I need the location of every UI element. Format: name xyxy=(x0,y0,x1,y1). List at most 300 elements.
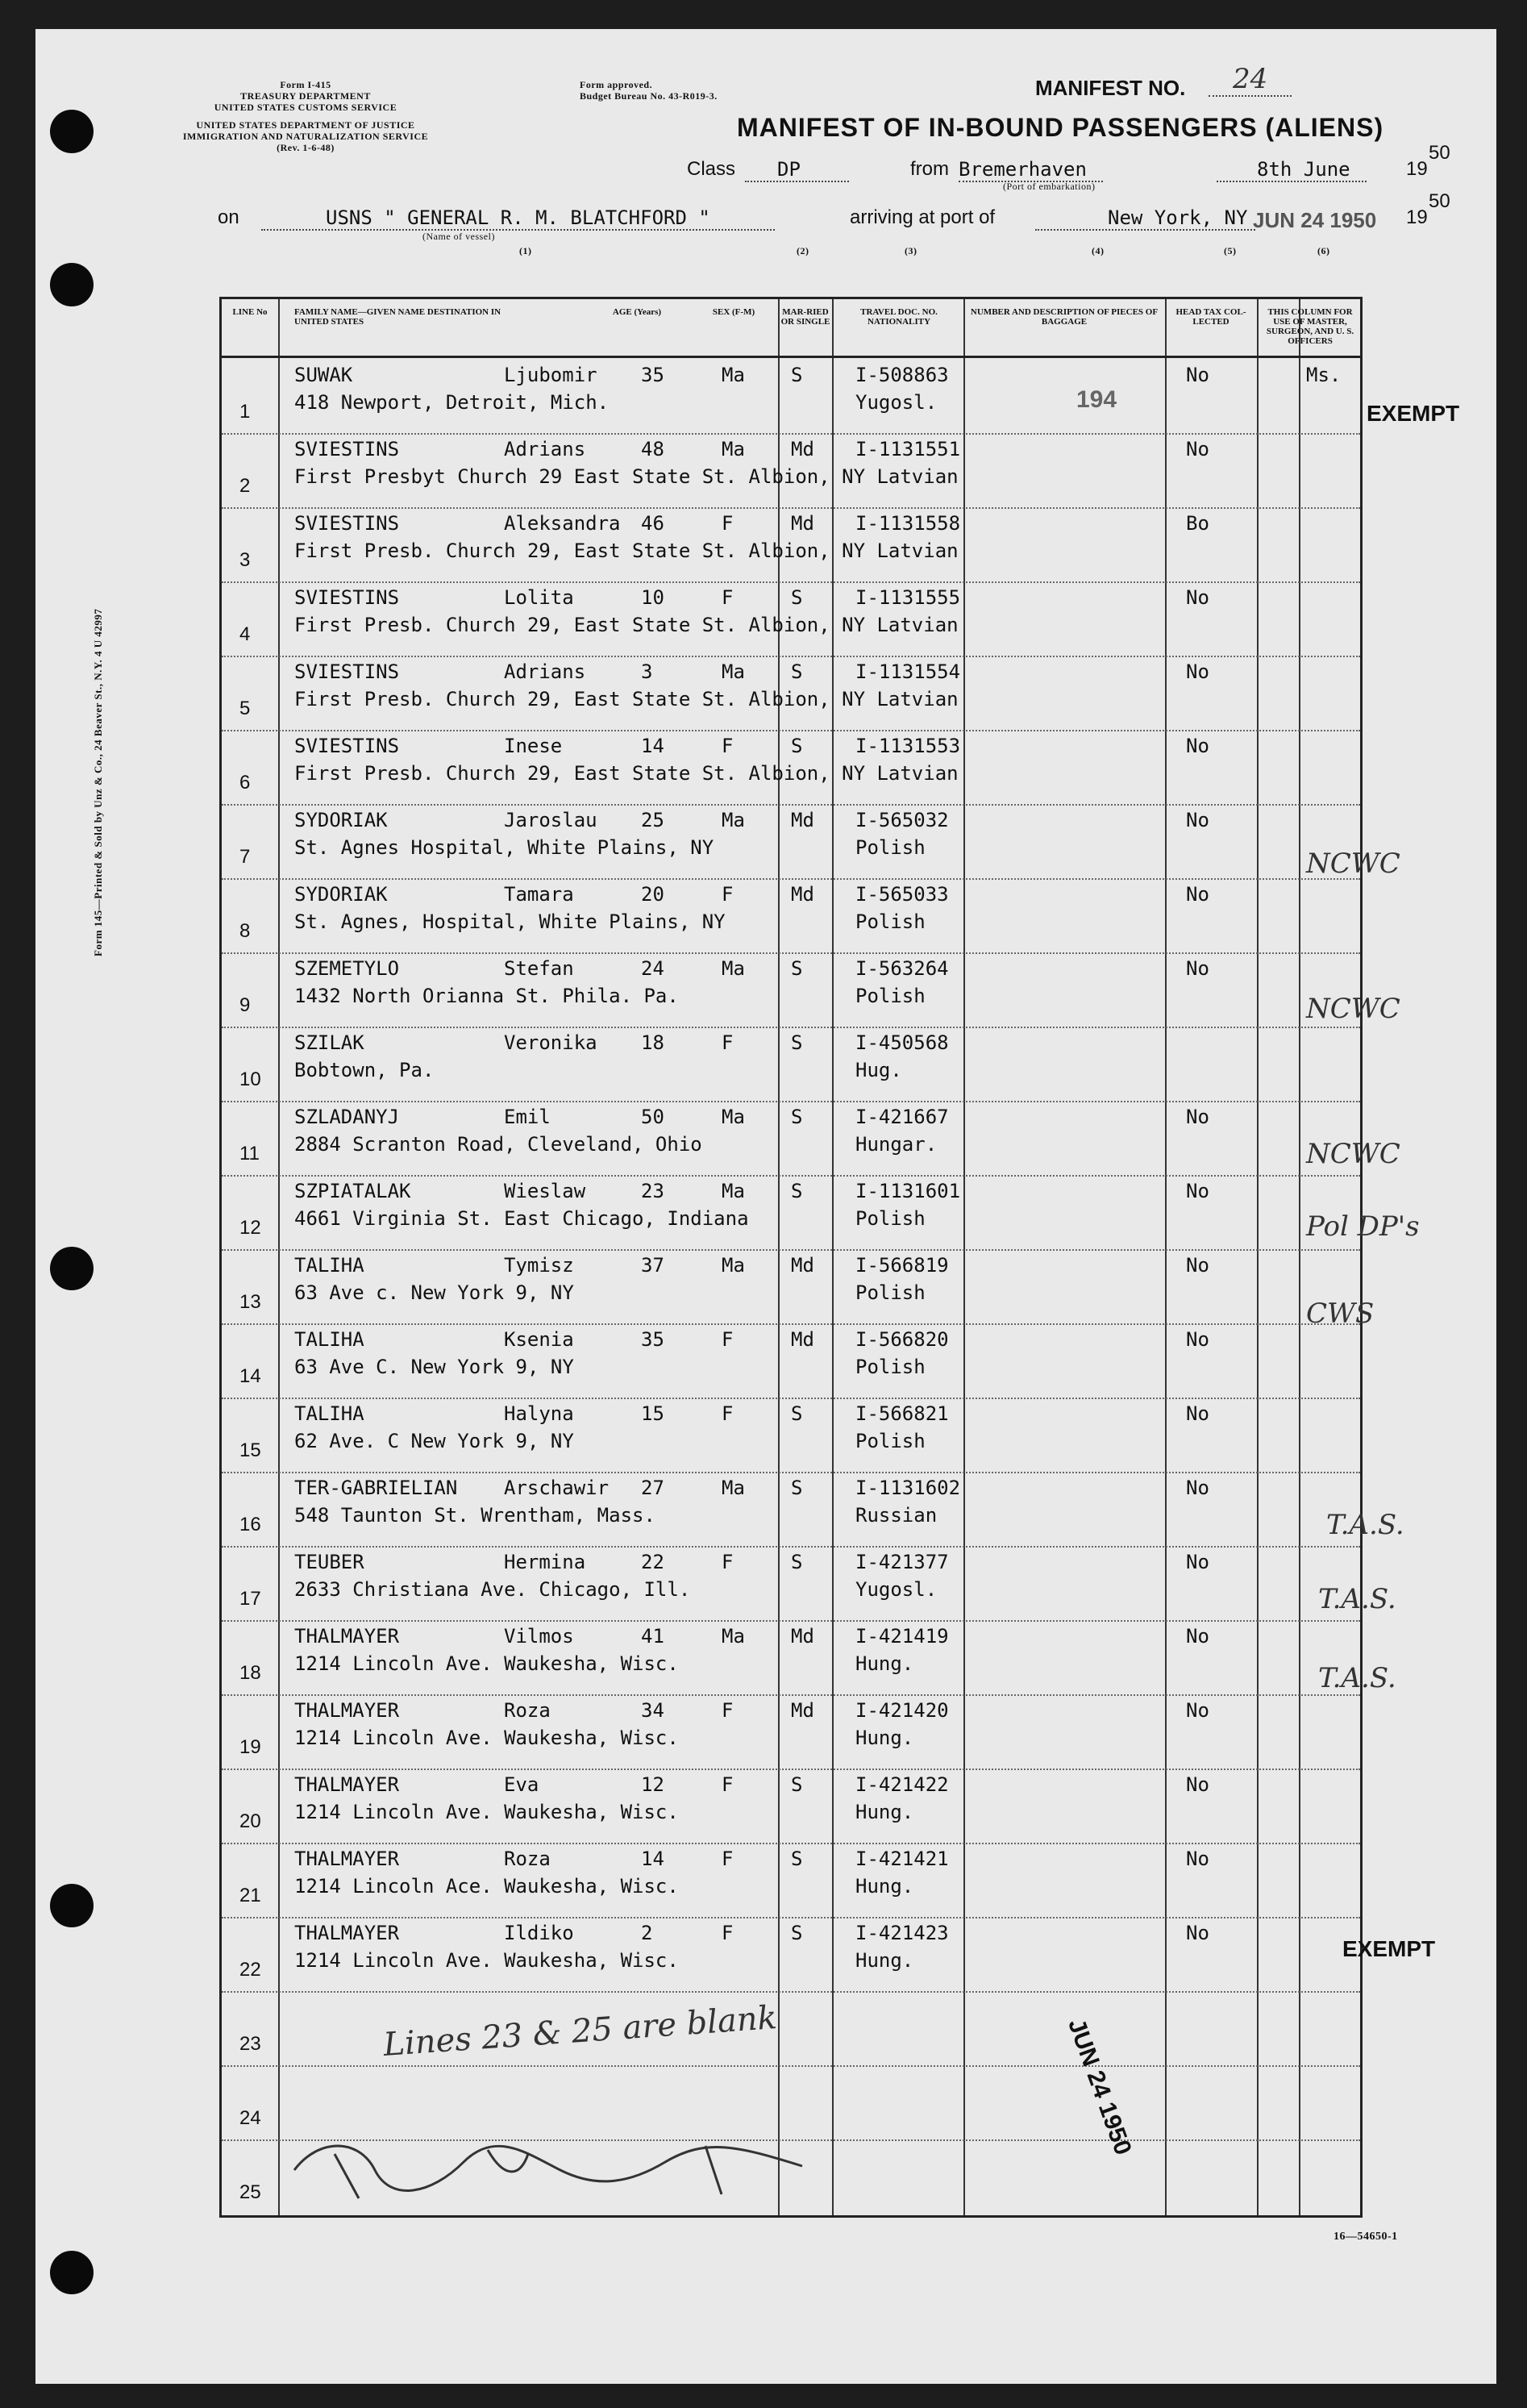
manifest-sheet xyxy=(35,29,1496,2384)
travel-doc-number: I-566819 xyxy=(855,1254,949,1277)
head-tax: No xyxy=(1186,1848,1209,1870)
sex: F xyxy=(722,586,734,609)
col-header-head-tax: HEAD TAX COL-LECTED xyxy=(1175,307,1246,327)
nationality: Polish xyxy=(855,1356,926,1378)
sex: Ma xyxy=(722,1625,745,1648)
head-tax: No xyxy=(1186,364,1209,386)
row-number: 10 xyxy=(239,1069,261,1090)
destination: 63 Ave c. New York 9, NY xyxy=(294,1281,574,1304)
sex: F xyxy=(722,1848,734,1870)
head-tax: No xyxy=(1186,809,1209,831)
nationality: Yugosl. xyxy=(855,1578,938,1601)
manifest-title: MANIFEST OF IN-BOUND PASSENGERS (ALIENS) xyxy=(737,113,1384,142)
given-name: Emil xyxy=(504,1106,551,1128)
table-row xyxy=(222,1769,1360,1843)
col-header-baggage: NUMBER AND DESCRIPTION OF PIECES OF BAGGAGE xyxy=(970,307,1159,327)
col-header-travel-doc: TRAVEL DOC. NO. NATIONALITY xyxy=(860,307,938,327)
given-name: Ljubomir xyxy=(504,364,597,386)
nationality: Hungar. xyxy=(855,1133,938,1156)
destination: 4661 Virginia St. East Chicago, Indiana xyxy=(294,1207,749,1230)
head-tax: No xyxy=(1186,1922,1209,1944)
sex: F xyxy=(722,1402,734,1425)
age: 41 xyxy=(641,1625,664,1648)
year2-suffix: 50 xyxy=(1429,190,1450,212)
age: 2 xyxy=(641,1922,653,1944)
row-number: 20 xyxy=(239,1810,261,1832)
table-row xyxy=(222,1323,1360,1398)
family-name: THALMAYER xyxy=(294,1699,400,1722)
marital-status: S xyxy=(791,1922,803,1944)
marital-status: Md xyxy=(791,1254,814,1277)
marital-status: S xyxy=(791,957,803,980)
family-name: SYDORIAK xyxy=(294,809,388,831)
row-number: 9 xyxy=(239,994,251,1016)
port-arrival: New York, NY xyxy=(1035,206,1255,229)
travel-doc-number: I-421419 xyxy=(855,1625,949,1648)
punch-hole xyxy=(50,1247,94,1290)
given-name: Tamara xyxy=(504,883,574,906)
destination: First Presbyt Church 29 East State St. Albion, NY Latvian xyxy=(294,465,959,488)
table-row xyxy=(222,433,1360,507)
destination: 62 Ave. C New York 9, NY xyxy=(294,1430,574,1452)
age: 14 xyxy=(641,1848,664,1870)
table-row xyxy=(222,1472,1360,1546)
nationality: Russian xyxy=(855,1504,938,1527)
marital-status: Md xyxy=(791,883,814,906)
head-tax: No xyxy=(1186,1699,1209,1722)
head-tax: No xyxy=(1186,660,1209,683)
sex: F xyxy=(722,512,734,535)
family-name: SUWAK xyxy=(294,364,353,386)
row-number: 21 xyxy=(239,1885,261,1906)
nationality: Hung. xyxy=(855,1875,914,1898)
given-name: Ildiko xyxy=(504,1922,574,1944)
arriving-label: arriving at port of xyxy=(850,206,996,228)
marital-status: S xyxy=(791,1402,803,1425)
row-number: 14 xyxy=(239,1365,261,1387)
marital-status: Md xyxy=(791,1699,814,1722)
family-name: SVIESTINS xyxy=(294,586,400,609)
row-number: 25 xyxy=(239,2181,261,2203)
blank-lines-note: Lines 23 & 25 are blank xyxy=(381,1998,779,2064)
budget-block xyxy=(580,79,718,102)
travel-doc-number: I-566820 xyxy=(855,1328,949,1351)
col-number-6: (6) xyxy=(1317,245,1330,256)
family-name: SYDORIAK xyxy=(294,883,388,906)
age: 27 xyxy=(641,1477,664,1499)
head-tax: Bo xyxy=(1186,512,1209,535)
col-number-2: (2) xyxy=(797,245,809,256)
row-number: 13 xyxy=(239,1291,261,1313)
age: 14 xyxy=(641,735,664,757)
given-name: Adrians xyxy=(504,438,586,460)
manifest-label: MANIFEST NO. xyxy=(1035,76,1186,100)
table-row xyxy=(222,1249,1360,1323)
table-row xyxy=(222,1101,1360,1175)
travel-doc-number: I-1131602 xyxy=(855,1477,961,1499)
nationality: Polish xyxy=(855,910,926,933)
exempt-stamp-bottom: EXEMPT xyxy=(1342,1936,1436,1961)
family-name: TALIHA xyxy=(294,1328,364,1351)
marital-status: S xyxy=(791,1773,803,1796)
given-name: Wieslaw xyxy=(504,1180,586,1202)
from-label: from xyxy=(910,158,949,180)
given-name: Hermina xyxy=(504,1551,586,1573)
age: 22 xyxy=(641,1551,664,1573)
port-embarkation: Bremerhaven xyxy=(959,158,1103,181)
nationality: Hung. xyxy=(855,1652,914,1675)
given-name: Vilmos xyxy=(504,1625,574,1648)
destination: 2633 Christiana Ave. Chicago, Ill. xyxy=(294,1578,691,1601)
marital-status: Md xyxy=(791,809,814,831)
table-row xyxy=(222,656,1360,730)
travel-doc-number: I-421377 xyxy=(855,1551,949,1573)
cws-note: CWS xyxy=(1306,1298,1375,1330)
head-tax: No xyxy=(1186,1402,1209,1425)
date-stamp: JUN 24 1950 xyxy=(1063,2015,1137,2159)
sex: Ma xyxy=(722,1477,745,1499)
family-name: SVIESTINS xyxy=(294,512,400,535)
family-name: TEUBER xyxy=(294,1551,364,1573)
head-tax: No xyxy=(1186,1328,1209,1351)
col-header-officers: THIS COLUMN FOR USE OF MASTER, SURGEON, AND U. S. OFFICERS xyxy=(1266,307,1354,346)
row-number: 24 xyxy=(239,2107,261,2129)
table-row xyxy=(222,1694,1360,1769)
punch-hole xyxy=(50,2251,94,2294)
family-name: SVIESTINS xyxy=(294,660,400,683)
marital-status: S xyxy=(791,1477,803,1499)
family-name: SVIESTINS xyxy=(294,438,400,460)
col-number-5: (5) xyxy=(1224,245,1237,256)
signature xyxy=(286,2122,867,2210)
table-row xyxy=(222,952,1360,1027)
destination: First Presb. Church 29, East State St. Albion, NY Latvian xyxy=(294,762,959,785)
given-name: Eva xyxy=(504,1773,539,1796)
row-number: 8 xyxy=(239,920,251,942)
head-tax: No xyxy=(1186,1106,1209,1128)
row-number: 15 xyxy=(239,1439,261,1461)
head-tax: No xyxy=(1186,438,1209,460)
arrival-date-stamp: JUN 24 1950 xyxy=(1253,208,1377,232)
ins-service: IMMIGRATION AND NATURALIZATION SERVICE xyxy=(182,131,429,142)
age: 34 xyxy=(641,1699,664,1722)
family-name: THALMAYER xyxy=(294,1773,400,1796)
nationality: Hung. xyxy=(855,1727,914,1749)
sex: Ma xyxy=(722,957,745,980)
col-number-3: (3) xyxy=(905,245,917,256)
destination: 1432 North Orianna St. Phila. Pa. xyxy=(294,985,679,1007)
travel-doc-number: I-421422 xyxy=(855,1773,949,1796)
travel-doc-number: I-421421 xyxy=(855,1848,949,1870)
row-number: 1 xyxy=(239,401,251,423)
table-row xyxy=(222,878,1360,952)
age: 18 xyxy=(641,1031,664,1054)
age: 35 xyxy=(641,364,664,386)
col-header-married: MAR-RIED OR SINGLE xyxy=(780,307,830,327)
destination: First Presb. Church 29, East State St. Albion, NY Latvian xyxy=(294,614,959,636)
baggage-count-stamp: 194 xyxy=(1076,386,1117,413)
destination: 548 Taunton St. Wrentham, Mass. xyxy=(294,1504,655,1527)
on-label: on xyxy=(218,206,239,228)
nationality: Polish xyxy=(855,1207,926,1230)
table-row xyxy=(222,1843,1360,1917)
age: 12 xyxy=(641,1773,664,1796)
family-name: TER-GABRIELIAN xyxy=(294,1477,458,1499)
destination: Bobtown, Pa. xyxy=(294,1059,435,1081)
age: 25 xyxy=(641,809,664,831)
given-name: Roza xyxy=(504,1699,551,1722)
sex: F xyxy=(722,1031,734,1054)
travel-doc-number: I-1131553 xyxy=(855,735,961,757)
table-row xyxy=(222,1175,1360,1249)
ncwc-note-1: NCWC xyxy=(1306,848,1400,880)
head-tax: No xyxy=(1186,735,1209,757)
table-row xyxy=(222,581,1360,656)
manifest-number: 24 xyxy=(1209,63,1321,95)
age: 10 xyxy=(641,586,664,609)
row-number: 7 xyxy=(239,846,251,868)
destination: 63 Ave C. New York 9, NY xyxy=(294,1356,574,1378)
destination: 1214 Lincoln Ave. Waukesha, Wisc. xyxy=(294,1949,679,1972)
row-number: 6 xyxy=(239,772,251,794)
age: 37 xyxy=(641,1254,664,1277)
head-tax: No xyxy=(1186,1477,1209,1499)
budget-bureau: Budget Bureau No. 43-R019-3. xyxy=(580,90,718,102)
given-name: Arschawir xyxy=(504,1477,610,1499)
row-number: 2 xyxy=(239,475,251,497)
sex: Ma xyxy=(722,660,745,683)
head-tax: No xyxy=(1186,1773,1209,1796)
table-row xyxy=(222,1620,1360,1694)
year-prefix: 19 xyxy=(1406,158,1428,180)
justice-dept: UNITED STATES DEPARTMENT OF JUSTICE xyxy=(196,119,415,131)
given-name: Stefan xyxy=(504,957,574,980)
travel-doc-number: I-566821 xyxy=(855,1402,949,1425)
head-tax: No xyxy=(1186,883,1209,906)
given-name: Tymisz xyxy=(504,1254,574,1277)
travel-doc-number: I-1131558 xyxy=(855,512,961,535)
table-row xyxy=(222,1027,1360,1101)
destination: First Presb. Church 29, East State St. Albion, NY Latvian xyxy=(294,540,959,562)
sex: Ma xyxy=(722,438,745,460)
head-tax: No xyxy=(1186,1254,1209,1277)
nationality: Polish xyxy=(855,985,926,1007)
nationality: Hung. xyxy=(855,1801,914,1823)
marital-status: S xyxy=(791,660,803,683)
sex: Ma xyxy=(722,1254,745,1277)
table-row xyxy=(222,1917,1360,1991)
tas-note-2: T.A.S. xyxy=(1318,1583,1396,1615)
table-row xyxy=(222,507,1360,581)
marital-status: Md xyxy=(791,1328,814,1351)
embark-date: 8th June xyxy=(1217,158,1367,181)
travel-doc-number: I-508863 xyxy=(855,364,949,386)
sex: F xyxy=(722,735,734,757)
head-tax: No xyxy=(1186,1551,1209,1573)
col-number-1: (1) xyxy=(519,245,532,256)
given-name: Adrians xyxy=(504,660,586,683)
travel-doc-number: I-565032 xyxy=(855,809,949,831)
head-tax: No xyxy=(1186,1180,1209,1202)
age: 3 xyxy=(641,660,653,683)
table-row xyxy=(222,730,1360,804)
row-number: 11 xyxy=(239,1143,260,1164)
punch-hole xyxy=(50,1884,94,1927)
nationality: Polish xyxy=(855,1281,926,1304)
destination: 1214 Lincoln Ave. Waukesha, Wisc. xyxy=(294,1652,679,1675)
class-label: Class xyxy=(687,158,736,180)
officer-note: Ms. xyxy=(1306,364,1342,386)
row-number: 3 xyxy=(239,549,251,571)
family-name: SZEMETYLO xyxy=(294,957,400,980)
given-name: Roza xyxy=(504,1848,551,1870)
ncwc-note-3: NCWC xyxy=(1306,1138,1400,1170)
age: 48 xyxy=(641,438,664,460)
travel-doc-number: I-450568 xyxy=(855,1031,949,1054)
col-header-line: LINE No xyxy=(232,307,268,317)
marital-status: Md xyxy=(791,1625,814,1648)
family-name: SZLADANYJ xyxy=(294,1106,400,1128)
port-embark-caption: (Port of embarkation) xyxy=(1003,181,1096,192)
row-number: 23 xyxy=(239,2033,261,2055)
marital-status: S xyxy=(791,586,803,609)
travel-doc-number: I-421423 xyxy=(855,1922,949,1944)
travel-doc-number: I-421667 xyxy=(855,1106,949,1128)
row-number: 5 xyxy=(239,698,251,719)
col-header-age: AGE (Years) xyxy=(612,307,662,317)
given-name: Aleksandra xyxy=(504,512,621,535)
sex: F xyxy=(722,1699,734,1722)
nationality: Hug. xyxy=(855,1059,902,1081)
year2-prefix: 19 xyxy=(1406,206,1428,228)
sex: Ma xyxy=(722,1106,745,1128)
tas-note-3: T.A.S. xyxy=(1318,1662,1396,1694)
form-revision: (Rev. 1-6-48) xyxy=(277,142,335,153)
customs-service: UNITED STATES CUSTOMS SERVICE xyxy=(214,102,397,113)
table-row xyxy=(222,1546,1360,1620)
family-name: TALIHA xyxy=(294,1254,364,1277)
family-name: THALMAYER xyxy=(294,1922,400,1944)
footer-code: 16—54650-1 xyxy=(1334,2231,1398,2243)
age: 23 xyxy=(641,1180,664,1202)
marital-status: Md xyxy=(791,438,814,460)
age: 35 xyxy=(641,1328,664,1351)
marital-status: S xyxy=(791,1848,803,1870)
age: 20 xyxy=(641,883,664,906)
family-name: SZPIATALAK xyxy=(294,1180,411,1202)
age: 46 xyxy=(641,512,664,535)
col-header-sex: SEX (F-M) xyxy=(712,307,755,317)
travel-doc-number: I-1131551 xyxy=(855,438,961,460)
family-name: SVIESTINS xyxy=(294,735,400,757)
sex: F xyxy=(722,1328,734,1351)
family-name: TALIHA xyxy=(294,1402,364,1425)
head-tax: No xyxy=(1186,1625,1209,1648)
destination: St. Agnes Hospital, White Plains, NY xyxy=(294,836,714,859)
destination: 1214 Lincoln Ave. Waukesha, Wisc. xyxy=(294,1801,679,1823)
head-tax: No xyxy=(1186,957,1209,980)
row-number: 17 xyxy=(239,1588,261,1610)
family-name: THALMAYER xyxy=(294,1848,400,1870)
age: 15 xyxy=(641,1402,664,1425)
side-print: Form 145—Printed & Sold by Unz & Co., 24 Beaver St., N.Y. 4 U 42997 xyxy=(92,608,104,956)
sex: Ma xyxy=(722,809,745,831)
marital-status: S xyxy=(791,1180,803,1202)
travel-doc-number: I-421420 xyxy=(855,1699,949,1722)
nationality: Hung. xyxy=(855,1949,914,1972)
destination: First Presb. Church 29, East State St. Albion, NY Latvian xyxy=(294,688,959,710)
class-value: DP xyxy=(745,158,922,181)
row-number: 4 xyxy=(239,623,251,645)
form-approved: Form approved. xyxy=(580,79,653,90)
row-number: 16 xyxy=(239,1514,261,1535)
polish-dps-note: Pol DP's xyxy=(1306,1210,1420,1243)
nationality: Yugosl. xyxy=(855,391,938,414)
travel-doc-number: I-563264 xyxy=(855,957,949,980)
given-name: Ksenia xyxy=(504,1328,574,1351)
exempt-stamp-top: EXEMPT xyxy=(1367,401,1460,426)
destination: 2884 Scranton Road, Cleveland, Ohio xyxy=(294,1133,702,1156)
age: 24 xyxy=(641,957,664,980)
marital-status: S xyxy=(791,735,803,757)
ncwc-note-2: NCWC xyxy=(1306,993,1400,1025)
punch-hole xyxy=(50,263,94,306)
travel-doc-number: I-1131601 xyxy=(855,1180,961,1202)
given-name: Halyna xyxy=(504,1402,574,1425)
row-number: 12 xyxy=(239,1217,261,1239)
travel-doc-number: I-1131554 xyxy=(855,660,961,683)
given-name: Jaroslau xyxy=(504,809,597,831)
treasury-dept: TREASURY DEPARTMENT xyxy=(240,90,371,102)
destination: 418 Newport, Detroit, Mich. xyxy=(294,391,610,414)
row-number: 22 xyxy=(239,1959,261,1981)
age: 50 xyxy=(641,1106,664,1128)
form-block xyxy=(169,79,443,153)
year-suffix: 50 xyxy=(1429,142,1450,164)
table-row xyxy=(222,359,1360,433)
col-header-name: FAMILY NAME—GIVEN NAME DESTINATION IN UNITED STATES xyxy=(294,307,501,327)
destination: 1214 Lincoln Ave. Waukesha, Wisc. xyxy=(294,1727,679,1749)
nationality: Polish xyxy=(855,836,926,859)
passenger-table xyxy=(219,297,1460,2218)
sex: F xyxy=(722,1922,734,1944)
sex: F xyxy=(722,1551,734,1573)
form-number: Form I-415 xyxy=(280,79,331,90)
given-name: Lolita xyxy=(504,586,574,609)
destination: St. Agnes, Hospital, White Plains, NY xyxy=(294,910,726,933)
family-name: THALMAYER xyxy=(294,1625,400,1648)
marital-status: S xyxy=(791,364,803,386)
sex: F xyxy=(722,1773,734,1796)
nationality: Polish xyxy=(855,1430,926,1452)
travel-doc-number: I-565033 xyxy=(855,883,949,906)
given-name: Veronika xyxy=(504,1031,597,1054)
sex: Ma xyxy=(722,1180,745,1202)
marital-status: S xyxy=(791,1551,803,1573)
punch-hole xyxy=(50,110,94,153)
sex: Ma xyxy=(722,364,745,386)
given-name: Inese xyxy=(504,735,563,757)
row-number: 18 xyxy=(239,1662,261,1684)
table-row xyxy=(222,804,1360,878)
marital-status: Md xyxy=(791,512,814,535)
col-number-4: (4) xyxy=(1092,245,1105,256)
tas-note-1: T.A.S. xyxy=(1326,1509,1404,1541)
vessel-caption: (Name of vessel) xyxy=(422,231,495,242)
sex: F xyxy=(722,883,734,906)
family-name: SZILAK xyxy=(294,1031,364,1054)
head-tax: No xyxy=(1186,586,1209,609)
